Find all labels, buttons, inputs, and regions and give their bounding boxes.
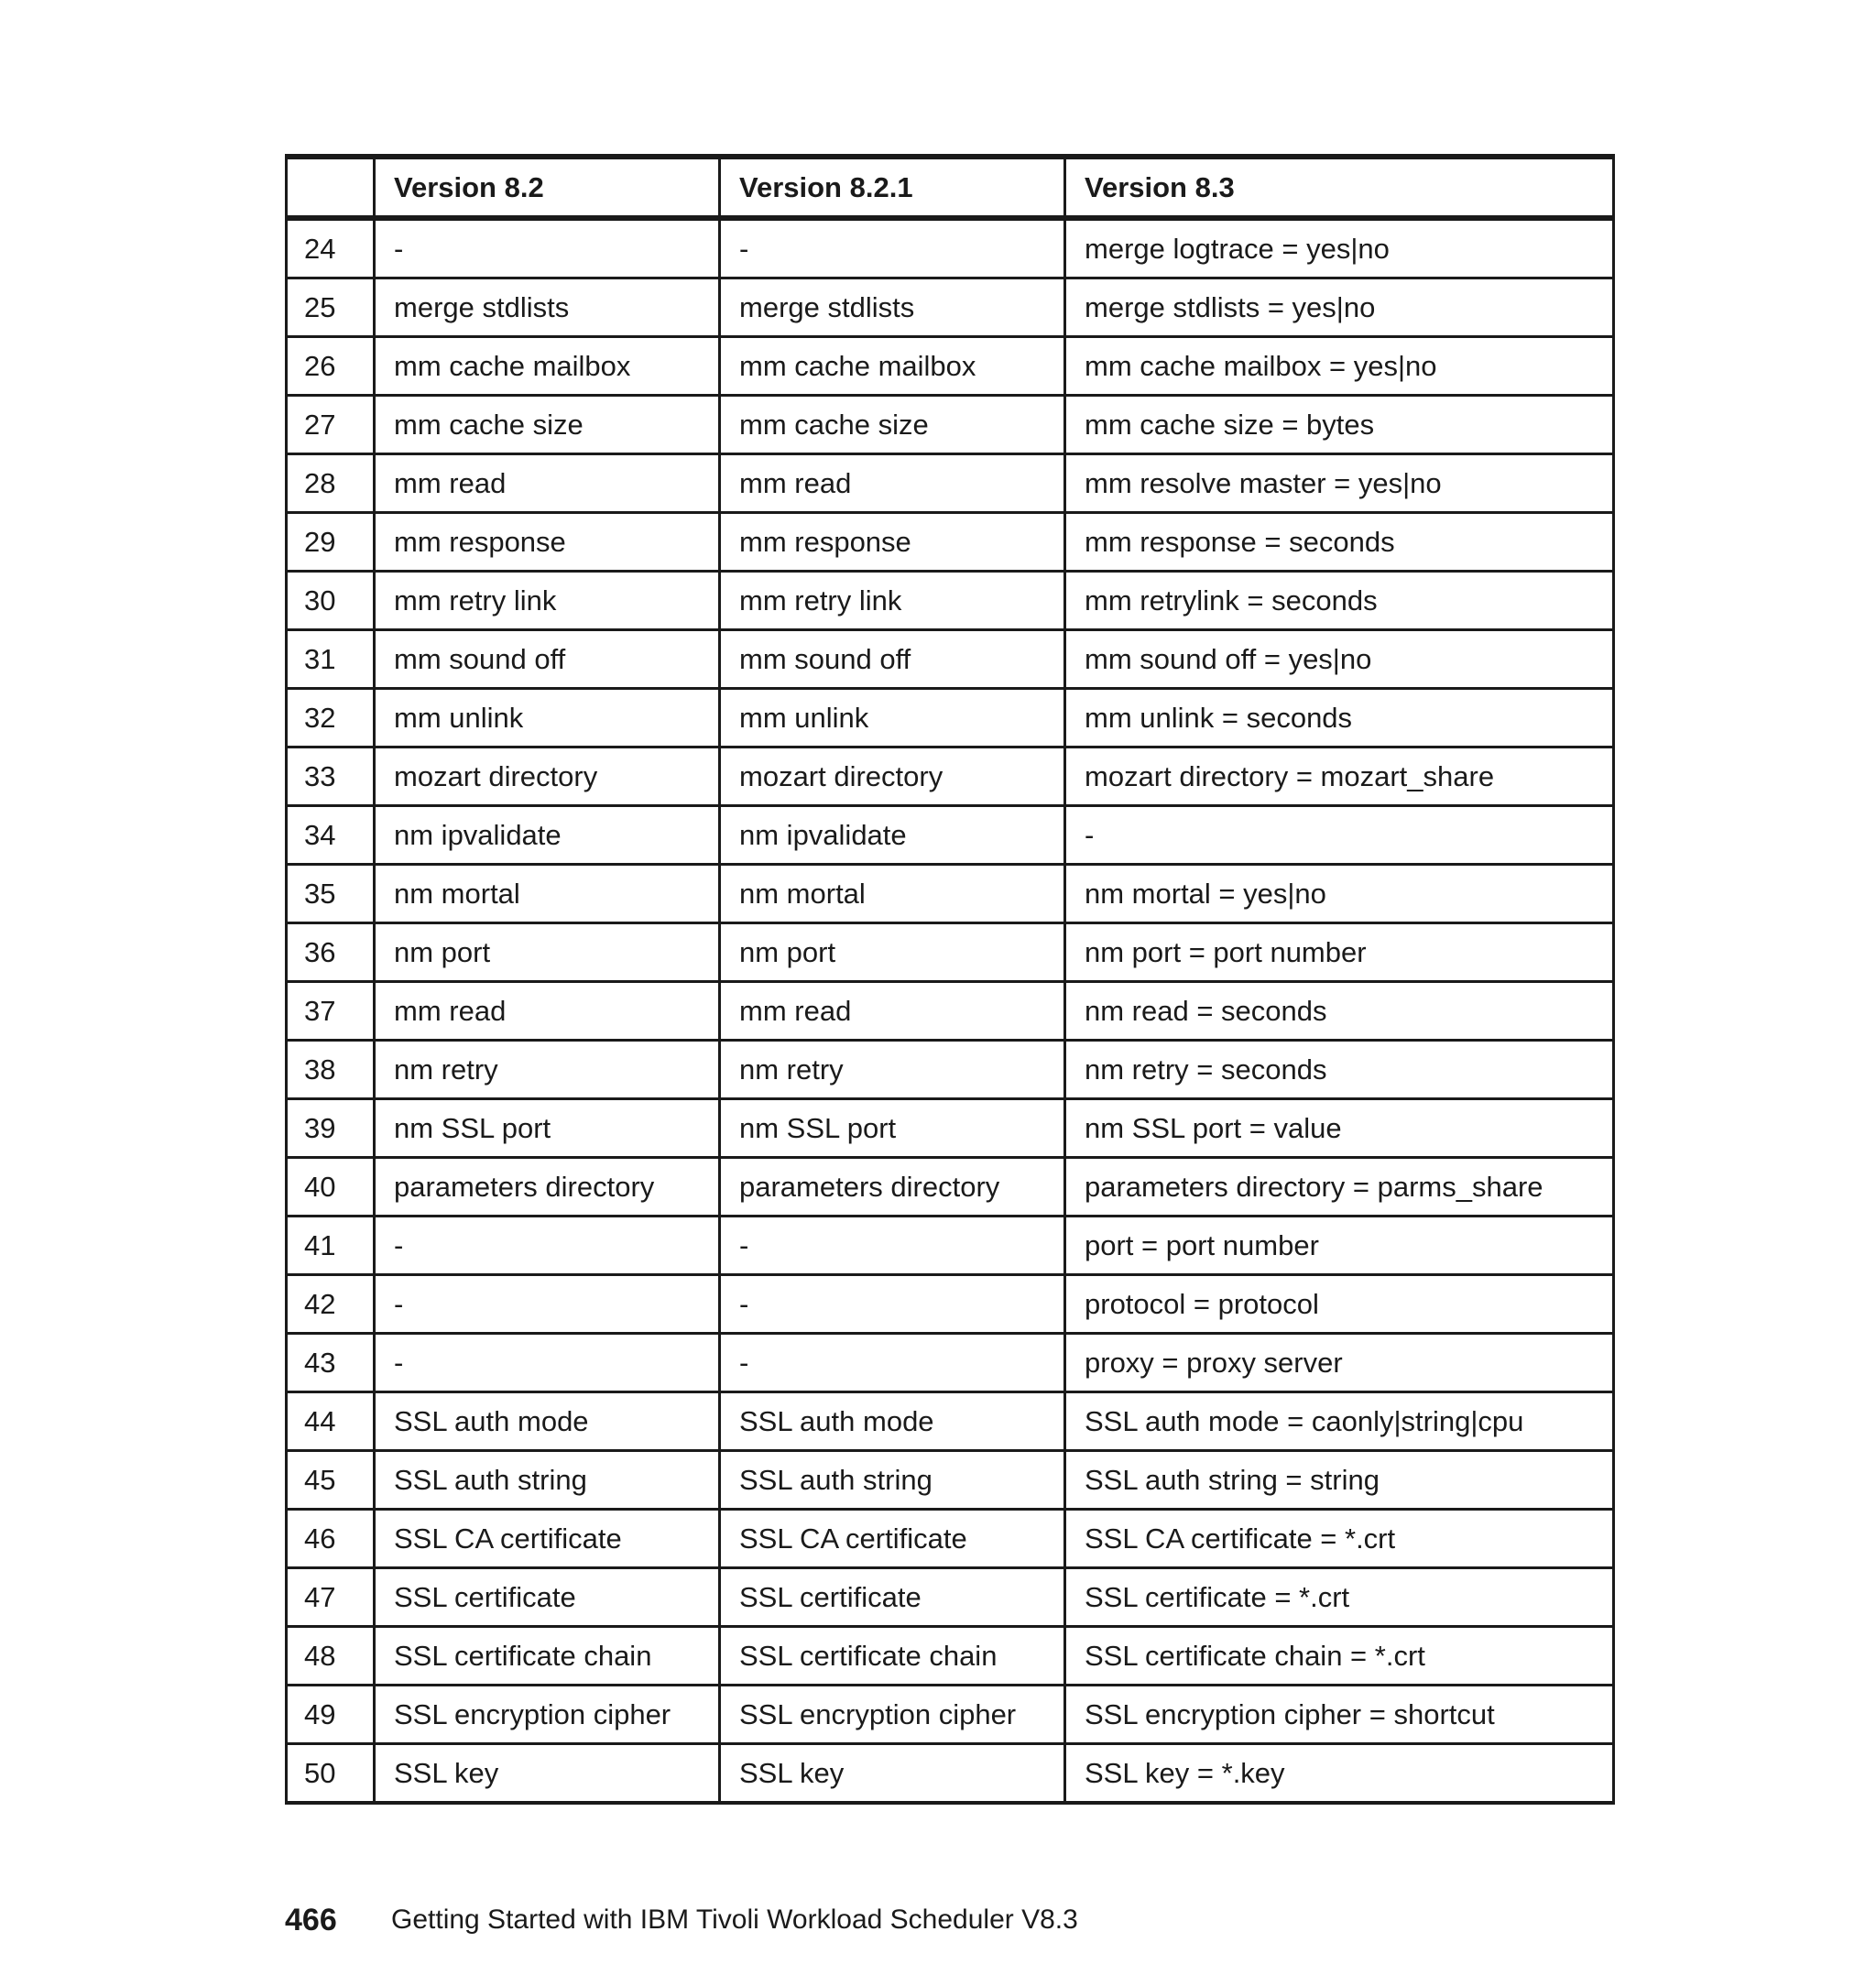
cell-row-number: 26 [287, 337, 375, 396]
cell-version-8-2-1: mm response [720, 513, 1065, 572]
cell-row-number: 35 [287, 865, 375, 923]
page-number: 466 [285, 1902, 337, 1937]
cell-version-8-3: SSL encryption cipher = shortcut [1065, 1686, 1614, 1744]
cell-version-8-2: - [375, 1334, 720, 1392]
table-body [287, 218, 1614, 1803]
cell-version-8-2: SSL certificate chain [375, 1627, 720, 1686]
table-row [287, 1275, 1614, 1334]
cell-version-8-2: nm SSL port [375, 1099, 720, 1158]
cell-version-8-2: mm unlink [375, 689, 720, 747]
cell-version-8-3: parameters directory = parms_share [1065, 1158, 1614, 1217]
table-row [287, 923, 1614, 982]
book-title: Getting Started with IBM Tivoli Workload Scheduler V8.3 [391, 1904, 1078, 1935]
cell-version-8-2-1: merge stdlists [720, 278, 1065, 337]
cell-version-8-3: mm resolve master = yes|no [1065, 454, 1614, 513]
table-row [287, 1158, 1614, 1217]
cell-version-8-2: mm response [375, 513, 720, 572]
table-row [287, 278, 1614, 337]
cell-version-8-2-1: SSL auth mode [720, 1392, 1065, 1451]
table-row [287, 454, 1614, 513]
table-row [287, 1510, 1614, 1568]
table-row [287, 1099, 1614, 1158]
cell-version-8-2-1: - [720, 1217, 1065, 1275]
table-row [287, 1568, 1614, 1627]
cell-version-8-3: proxy = proxy server [1065, 1334, 1614, 1392]
cell-version-8-2-1: - [720, 218, 1065, 278]
table-row [287, 513, 1614, 572]
cell-version-8-2-1: SSL encryption cipher [720, 1686, 1065, 1744]
cell-version-8-2: mm read [375, 982, 720, 1041]
cell-version-8-3: SSL auth mode = caonly|string|cpu [1065, 1392, 1614, 1451]
cell-version-8-2: nm ipvalidate [375, 806, 720, 865]
cell-version-8-2: parameters directory [375, 1158, 720, 1217]
cell-version-8-3: nm read = seconds [1065, 982, 1614, 1041]
table-row [287, 1041, 1614, 1099]
cell-version-8-2: mm cache size [375, 396, 720, 454]
header-version-8-2-1: Version 8.2.1 [720, 157, 1065, 218]
table-row [287, 337, 1614, 396]
cell-row-number: 24 [287, 218, 375, 278]
cell-version-8-2-1: mm unlink [720, 689, 1065, 747]
cell-row-number: 43 [287, 1334, 375, 1392]
cell-version-8-3: - [1065, 806, 1614, 865]
cell-version-8-2-1: nm retry [720, 1041, 1065, 1099]
cell-version-8-3: SSL key = *.key [1065, 1744, 1614, 1804]
cell-row-number: 29 [287, 513, 375, 572]
cell-row-number: 34 [287, 806, 375, 865]
table-row [287, 689, 1614, 747]
cell-row-number: 32 [287, 689, 375, 747]
cell-version-8-3: port = port number [1065, 1217, 1614, 1275]
cell-version-8-3: SSL CA certificate = *.crt [1065, 1510, 1614, 1568]
cell-version-8-2: SSL auth string [375, 1451, 720, 1510]
cell-row-number: 46 [287, 1510, 375, 1568]
table-row [287, 1392, 1614, 1451]
cell-version-8-3: SSL certificate chain = *.crt [1065, 1627, 1614, 1686]
cell-version-8-2-1: mm sound off [720, 630, 1065, 689]
cell-version-8-2: mm sound off [375, 630, 720, 689]
table-header-row [287, 157, 1614, 218]
cell-version-8-3: SSL auth string = string [1065, 1451, 1614, 1510]
header-version-8-3: Version 8.3 [1065, 157, 1614, 218]
cell-version-8-2-1: - [720, 1275, 1065, 1334]
cell-version-8-2: mm read [375, 454, 720, 513]
cell-version-8-2: - [375, 1275, 720, 1334]
cell-row-number: 39 [287, 1099, 375, 1158]
table-row [287, 572, 1614, 630]
cell-version-8-2-1: mm cache mailbox [720, 337, 1065, 396]
cell-version-8-2-1: SSL CA certificate [720, 1510, 1065, 1568]
cell-version-8-2: mm cache mailbox [375, 337, 720, 396]
table-row [287, 806, 1614, 865]
cell-version-8-2: SSL key [375, 1744, 720, 1804]
table-row [287, 1334, 1614, 1392]
cell-version-8-2: SSL CA certificate [375, 1510, 720, 1568]
version-comparison-table [285, 154, 1615, 1805]
header-version-8-2: Version 8.2 [375, 157, 720, 218]
cell-version-8-2: - [375, 1217, 720, 1275]
cell-row-number: 25 [287, 278, 375, 337]
cell-version-8-2: merge stdlists [375, 278, 720, 337]
cell-row-number: 40 [287, 1158, 375, 1217]
cell-row-number: 33 [287, 747, 375, 806]
cell-row-number: 49 [287, 1686, 375, 1744]
cell-version-8-3: mozart directory = mozart_share [1065, 747, 1614, 806]
cell-version-8-3: mm response = seconds [1065, 513, 1614, 572]
cell-version-8-3: mm retrylink = seconds [1065, 572, 1614, 630]
table-row [287, 1686, 1614, 1744]
table-header [287, 157, 1614, 218]
cell-version-8-2: mm retry link [375, 572, 720, 630]
cell-version-8-3: merge stdlists = yes|no [1065, 278, 1614, 337]
cell-row-number: 45 [287, 1451, 375, 1510]
cell-row-number: 38 [287, 1041, 375, 1099]
cell-row-number: 30 [287, 572, 375, 630]
cell-version-8-2-1: mozart directory [720, 747, 1065, 806]
cell-version-8-2-1: - [720, 1334, 1065, 1392]
cell-version-8-2-1: SSL auth string [720, 1451, 1065, 1510]
cell-version-8-2: nm mortal [375, 865, 720, 923]
cell-row-number: 31 [287, 630, 375, 689]
cell-version-8-2: nm retry [375, 1041, 720, 1099]
cell-version-8-2-1: SSL certificate chain [720, 1627, 1065, 1686]
cell-version-8-2: SSL certificate [375, 1568, 720, 1627]
cell-version-8-2: nm port [375, 923, 720, 982]
table-row [287, 1451, 1614, 1510]
cell-row-number: 48 [287, 1627, 375, 1686]
cell-row-number: 50 [287, 1744, 375, 1804]
cell-version-8-3: merge logtrace = yes|no [1065, 218, 1614, 278]
cell-version-8-2-1: mm cache size [720, 396, 1065, 454]
cell-version-8-2-1: nm port [720, 923, 1065, 982]
cell-version-8-2-1: nm SSL port [720, 1099, 1065, 1158]
cell-version-8-3: nm mortal = yes|no [1065, 865, 1614, 923]
cell-version-8-2: SSL auth mode [375, 1392, 720, 1451]
page-footer [285, 1898, 1078, 1942]
cell-version-8-2-1: nm ipvalidate [720, 806, 1065, 865]
cell-version-8-3: mm sound off = yes|no [1065, 630, 1614, 689]
cell-version-8-2-1: SSL key [720, 1744, 1065, 1804]
table-row [287, 218, 1614, 278]
cell-version-8-3: nm port = port number [1065, 923, 1614, 982]
cell-version-8-3: protocol = protocol [1065, 1275, 1614, 1334]
cell-version-8-3: nm retry = seconds [1065, 1041, 1614, 1099]
cell-version-8-2-1: mm read [720, 454, 1065, 513]
cell-version-8-2-1: nm mortal [720, 865, 1065, 923]
cell-version-8-2-1: parameters directory [720, 1158, 1065, 1217]
cell-row-number: 47 [287, 1568, 375, 1627]
table-row [287, 982, 1614, 1041]
header-number-column [287, 157, 375, 218]
cell-version-8-2: SSL encryption cipher [375, 1686, 720, 1744]
cell-row-number: 37 [287, 982, 375, 1041]
cell-version-8-3: SSL certificate = *.crt [1065, 1568, 1614, 1627]
cell-row-number: 36 [287, 923, 375, 982]
table-row [287, 630, 1614, 689]
cell-row-number: 28 [287, 454, 375, 513]
table-row [287, 747, 1614, 806]
table-row [287, 1627, 1614, 1686]
cell-version-8-2: - [375, 218, 720, 278]
cell-row-number: 44 [287, 1392, 375, 1451]
table-row [287, 1217, 1614, 1275]
cell-row-number: 42 [287, 1275, 375, 1334]
cell-version-8-2-1: mm read [720, 982, 1065, 1041]
cell-version-8-3: mm cache size = bytes [1065, 396, 1614, 454]
cell-row-number: 41 [287, 1217, 375, 1275]
cell-version-8-2-1: SSL certificate [720, 1568, 1065, 1627]
cell-version-8-3: mm cache mailbox = yes|no [1065, 337, 1614, 396]
cell-version-8-3: nm SSL port = value [1065, 1099, 1614, 1158]
cell-row-number: 27 [287, 396, 375, 454]
cell-version-8-2: mozart directory [375, 747, 720, 806]
cell-version-8-3: mm unlink = seconds [1065, 689, 1614, 747]
cell-version-8-2-1: mm retry link [720, 572, 1065, 630]
table-row [287, 865, 1614, 923]
table-row [287, 396, 1614, 454]
table-row [287, 1744, 1614, 1804]
